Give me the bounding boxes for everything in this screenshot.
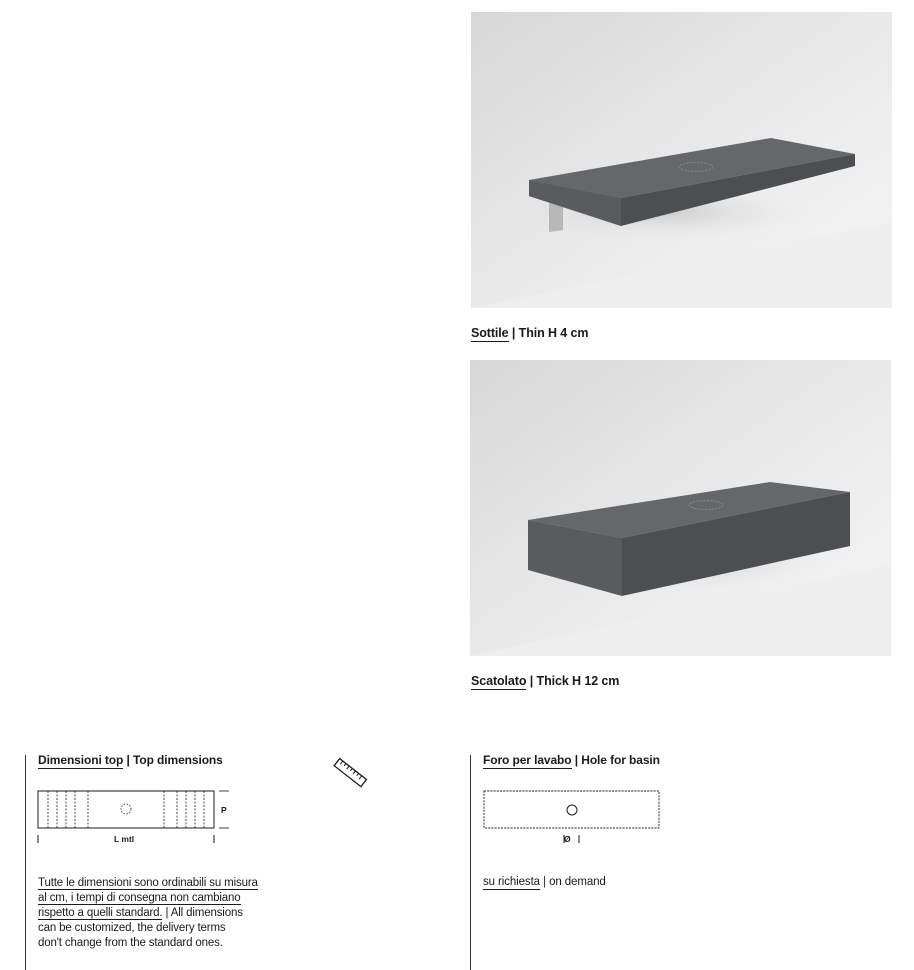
photo-thin-top <box>471 12 892 308</box>
note-it-line-1: Tutte le dimensioni sono ordinabili su misura <box>38 877 258 889</box>
section-title-dimensions: Dimensioni top | Top dimensions <box>38 753 223 767</box>
hole-note-it: su richiesta <box>483 876 540 888</box>
caption-thick-en: Thick H 12 cm <box>536 674 620 688</box>
section-title-hole: Foro per lavabo | Hole for basin <box>483 753 660 767</box>
depth-label: P <box>221 805 227 815</box>
divider-left <box>25 755 26 970</box>
caption-thin-en: Thin H 4 cm <box>518 326 589 340</box>
thick-top-illustration <box>470 360 891 656</box>
note-en-inline: All dimensions <box>170 907 243 919</box>
note-en-line-2: don't change from the standard ones. <box>38 937 223 949</box>
note-it-line-2: al cm, i tempi di consegna non cambiano <box>38 892 241 904</box>
hole-title-en: Hole for basin <box>581 753 660 767</box>
diameter-label: Ø <box>564 834 571 844</box>
hole-title-it: Foro per lavabo <box>483 753 572 767</box>
divider-middle <box>470 755 471 970</box>
dims-title-it: Dimensioni top <box>38 753 124 767</box>
photo-thick-top <box>470 360 891 656</box>
customization-note: Tutte le dimensioni sono ordinabili su misura al cm, i tempi di consegna non cambiano rispetto a quelli standard. | All dimensions can be customized, the delivery terms don't change from the standard ones. <box>38 877 258 949</box>
thin-top-illustration <box>471 12 892 308</box>
top-dimensions-diagram <box>36 784 236 846</box>
ruler-icon <box>330 755 370 791</box>
dims-title-en: Top dimensions <box>133 753 223 767</box>
hole-note: su richiesta | on demand <box>483 876 606 888</box>
caption-thin-it: Sottile <box>471 326 509 340</box>
caption-thick-it: Scatolato <box>471 674 527 688</box>
hole-diagram <box>482 788 664 848</box>
caption-thick: Scatolato | Thick H 12 cm <box>471 674 620 688</box>
length-label: L mtl <box>114 834 135 844</box>
note-it-line-3: rispetto a quelli standard. <box>38 907 163 919</box>
note-en-line-1: can be customized, the delivery terms <box>38 922 226 934</box>
hole-note-en: on demand <box>549 876 606 888</box>
caption-thin: Sottile | Thin H 4 cm <box>471 326 589 340</box>
